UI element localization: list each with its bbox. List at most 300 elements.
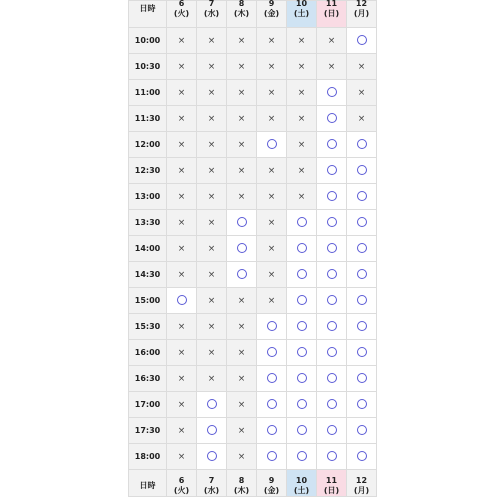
unavailable-slot bbox=[167, 236, 197, 262]
availability-calendar bbox=[128, 0, 376, 497]
available-circle-icon bbox=[267, 139, 277, 149]
available-slot[interactable] bbox=[347, 28, 377, 54]
unavailable-slot bbox=[197, 106, 227, 132]
available-circle-icon bbox=[297, 399, 307, 409]
day-label bbox=[257, 476, 286, 496]
available-circle-icon bbox=[297, 347, 307, 357]
unavailable-x-mark: × bbox=[237, 113, 246, 124]
unavailable-slot bbox=[167, 106, 197, 132]
unavailable-slot bbox=[197, 366, 227, 392]
footer-day-7 bbox=[197, 470, 227, 497]
unavailable-x-mark: × bbox=[267, 269, 276, 280]
day-number: 6 bbox=[178, 476, 185, 485]
unavailable-slot bbox=[197, 314, 227, 340]
day-label bbox=[167, 0, 196, 19]
available-slot[interactable] bbox=[347, 418, 377, 444]
available-slot[interactable] bbox=[257, 366, 287, 392]
footer-day-9 bbox=[257, 470, 287, 497]
unavailable-slot bbox=[287, 80, 317, 106]
day-weekday: (月) bbox=[353, 9, 370, 18]
time-label: 15:00 bbox=[129, 288, 167, 314]
time-label: 17:30 bbox=[129, 418, 167, 444]
available-circle-icon bbox=[357, 191, 367, 201]
available-slot[interactable] bbox=[347, 340, 377, 366]
unavailable-slot bbox=[287, 106, 317, 132]
available-circle-icon bbox=[297, 425, 307, 435]
unavailable-x-mark: × bbox=[177, 35, 186, 46]
time-slot-row bbox=[129, 262, 377, 288]
day-weekday: (日) bbox=[323, 486, 340, 495]
available-circle-icon bbox=[297, 217, 307, 227]
day-number: 10 bbox=[295, 0, 308, 8]
day-number: 6 bbox=[178, 0, 185, 8]
available-slot[interactable] bbox=[347, 262, 377, 288]
unavailable-slot bbox=[167, 392, 197, 418]
unavailable-slot bbox=[227, 366, 257, 392]
unavailable-slot bbox=[287, 28, 317, 54]
time-label: 16:00 bbox=[129, 340, 167, 366]
unavailable-slot bbox=[167, 132, 197, 158]
available-circle-icon bbox=[297, 451, 307, 461]
unavailable-x-mark: × bbox=[207, 321, 216, 332]
day-label bbox=[317, 476, 346, 496]
unavailable-slot bbox=[167, 418, 197, 444]
unavailable-slot bbox=[227, 54, 257, 80]
header-day-12 bbox=[347, 1, 377, 28]
unavailable-slot bbox=[257, 184, 287, 210]
header-day-6 bbox=[167, 1, 197, 28]
available-circle-icon bbox=[327, 269, 337, 279]
available-circle-icon bbox=[327, 139, 337, 149]
available-circle-icon bbox=[297, 269, 307, 279]
unavailable-slot bbox=[227, 184, 257, 210]
unavailable-slot bbox=[347, 80, 377, 106]
available-slot[interactable] bbox=[287, 236, 317, 262]
time-label: 13:30 bbox=[129, 210, 167, 236]
unavailable-slot bbox=[167, 262, 197, 288]
available-slot[interactable] bbox=[347, 288, 377, 314]
unavailable-slot bbox=[227, 418, 257, 444]
unavailable-slot bbox=[227, 340, 257, 366]
day-label bbox=[227, 476, 256, 496]
unavailable-slot bbox=[227, 80, 257, 106]
unavailable-x-mark: × bbox=[327, 61, 336, 72]
available-slot[interactable] bbox=[347, 184, 377, 210]
unavailable-slot bbox=[227, 392, 257, 418]
available-slot[interactable] bbox=[347, 366, 377, 392]
unavailable-slot bbox=[197, 184, 227, 210]
day-label bbox=[197, 476, 226, 496]
unavailable-x-mark: × bbox=[297, 165, 306, 176]
available-circle-icon bbox=[357, 165, 367, 175]
day-weekday: (火) bbox=[173, 486, 190, 495]
available-slot[interactable] bbox=[257, 392, 287, 418]
unavailable-x-mark: × bbox=[357, 113, 366, 124]
time-label: 12:00 bbox=[129, 132, 167, 158]
unavailable-slot bbox=[167, 158, 197, 184]
time-slot-row bbox=[129, 80, 377, 106]
available-circle-icon bbox=[297, 243, 307, 253]
unavailable-x-mark: × bbox=[237, 347, 246, 358]
unavailable-slot bbox=[257, 288, 287, 314]
available-slot[interactable] bbox=[347, 236, 377, 262]
available-circle-icon bbox=[267, 373, 277, 383]
available-slot[interactable] bbox=[317, 262, 347, 288]
available-slot[interactable] bbox=[197, 392, 227, 418]
available-circle-icon bbox=[357, 451, 367, 461]
time-label: 13:00 bbox=[129, 184, 167, 210]
time-label: 14:30 bbox=[129, 262, 167, 288]
unavailable-x-mark: × bbox=[177, 165, 186, 176]
available-slot[interactable] bbox=[227, 210, 257, 236]
unavailable-slot bbox=[227, 288, 257, 314]
available-slot[interactable] bbox=[317, 132, 347, 158]
unavailable-x-mark: × bbox=[207, 269, 216, 280]
time-slot-row bbox=[129, 314, 377, 340]
unavailable-slot bbox=[167, 80, 197, 106]
available-circle-icon bbox=[357, 321, 367, 331]
time-slot-row bbox=[129, 418, 377, 444]
available-slot[interactable] bbox=[317, 340, 347, 366]
unavailable-x-mark: × bbox=[297, 191, 306, 202]
available-circle-icon bbox=[327, 113, 337, 123]
available-slot[interactable] bbox=[317, 444, 347, 470]
day-label bbox=[197, 0, 226, 19]
available-slot[interactable] bbox=[287, 314, 317, 340]
unavailable-slot bbox=[287, 184, 317, 210]
time-slot-row bbox=[129, 28, 377, 54]
unavailable-x-mark: × bbox=[237, 61, 246, 72]
unavailable-slot bbox=[167, 28, 197, 54]
available-slot[interactable] bbox=[287, 366, 317, 392]
available-circle-icon bbox=[327, 217, 337, 227]
available-circle-icon bbox=[237, 269, 247, 279]
available-circle-icon bbox=[357, 217, 367, 227]
available-circle-icon bbox=[177, 295, 187, 305]
time-slot-row bbox=[129, 392, 377, 418]
unavailable-slot bbox=[167, 340, 197, 366]
time-slot-row bbox=[129, 54, 377, 80]
unavailable-x-mark: × bbox=[297, 87, 306, 98]
unavailable-slot bbox=[257, 28, 287, 54]
unavailable-slot bbox=[197, 132, 227, 158]
unavailable-x-mark: × bbox=[177, 191, 186, 202]
time-slot-row bbox=[129, 444, 377, 470]
unavailable-x-mark: × bbox=[267, 35, 276, 46]
day-label bbox=[347, 0, 376, 19]
day-weekday: (木) bbox=[233, 9, 250, 18]
unavailable-slot bbox=[287, 158, 317, 184]
unavailable-x-mark: × bbox=[297, 139, 306, 150]
available-circle-icon bbox=[357, 399, 367, 409]
day-label bbox=[167, 476, 196, 496]
available-circle-icon bbox=[357, 373, 367, 383]
unavailable-x-mark: × bbox=[237, 451, 246, 462]
day-number: 9 bbox=[268, 476, 275, 485]
time-label: 16:30 bbox=[129, 366, 167, 392]
unavailable-x-mark: × bbox=[177, 139, 186, 150]
header-day-11 bbox=[317, 1, 347, 28]
unavailable-x-mark: × bbox=[207, 35, 216, 46]
time-slot-row bbox=[129, 210, 377, 236]
available-slot[interactable] bbox=[167, 288, 197, 314]
unavailable-x-mark: × bbox=[207, 191, 216, 202]
day-label bbox=[347, 476, 376, 496]
header-day-7 bbox=[197, 1, 227, 28]
unavailable-x-mark: × bbox=[177, 217, 186, 228]
available-circle-icon bbox=[327, 373, 337, 383]
available-circle-icon bbox=[327, 165, 337, 175]
available-slot[interactable] bbox=[317, 366, 347, 392]
header-row bbox=[129, 1, 377, 28]
available-slot[interactable] bbox=[257, 340, 287, 366]
unavailable-x-mark: × bbox=[237, 373, 246, 384]
unavailable-x-mark: × bbox=[357, 61, 366, 72]
day-number: 10 bbox=[295, 476, 308, 485]
unavailable-x-mark: × bbox=[207, 243, 216, 254]
day-number: 11 bbox=[325, 0, 338, 8]
time-label: 15:30 bbox=[129, 314, 167, 340]
unavailable-x-mark: × bbox=[237, 165, 246, 176]
unavailable-slot bbox=[257, 210, 287, 236]
unavailable-x-mark: × bbox=[207, 347, 216, 358]
time-label: 11:30 bbox=[129, 106, 167, 132]
footer-day-11 bbox=[317, 470, 347, 497]
unavailable-x-mark: × bbox=[297, 113, 306, 124]
datetime-label-text: 日時 bbox=[139, 481, 156, 490]
available-slot[interactable] bbox=[197, 444, 227, 470]
unavailable-slot bbox=[167, 184, 197, 210]
available-circle-icon bbox=[357, 425, 367, 435]
day-number: 12 bbox=[355, 0, 368, 8]
day-number: 11 bbox=[325, 476, 338, 485]
unavailable-x-mark: × bbox=[177, 399, 186, 410]
unavailable-x-mark: × bbox=[177, 347, 186, 358]
time-label: 11:00 bbox=[129, 80, 167, 106]
unavailable-slot bbox=[197, 340, 227, 366]
unavailable-x-mark: × bbox=[237, 191, 246, 202]
time-label: 18:00 bbox=[129, 444, 167, 470]
available-slot[interactable] bbox=[347, 392, 377, 418]
available-slot[interactable] bbox=[317, 392, 347, 418]
day-weekday: (土) bbox=[293, 486, 310, 495]
unavailable-x-mark: × bbox=[267, 113, 276, 124]
unavailable-x-mark: × bbox=[207, 295, 216, 306]
unavailable-slot bbox=[167, 54, 197, 80]
time-label: 17:00 bbox=[129, 392, 167, 418]
unavailable-slot bbox=[197, 80, 227, 106]
unavailable-x-mark: × bbox=[237, 87, 246, 98]
available-slot[interactable] bbox=[347, 210, 377, 236]
available-slot[interactable] bbox=[317, 418, 347, 444]
available-circle-icon bbox=[267, 451, 277, 461]
unavailable-slot bbox=[197, 288, 227, 314]
available-slot[interactable] bbox=[287, 418, 317, 444]
day-number: 7 bbox=[208, 476, 215, 485]
available-circle-icon bbox=[357, 347, 367, 357]
unavailable-x-mark: × bbox=[297, 61, 306, 72]
unavailable-x-mark: × bbox=[177, 243, 186, 254]
footer-day-6 bbox=[167, 470, 197, 497]
day-weekday: (金) bbox=[263, 9, 280, 18]
time-slot-row bbox=[129, 106, 377, 132]
available-slot[interactable] bbox=[317, 236, 347, 262]
available-slot[interactable] bbox=[287, 340, 317, 366]
day-number: 9 bbox=[268, 0, 275, 8]
day-weekday: (火) bbox=[173, 9, 190, 18]
day-weekday: (月) bbox=[353, 486, 370, 495]
day-number: 7 bbox=[208, 0, 215, 8]
day-weekday: (水) bbox=[203, 486, 220, 495]
available-circle-icon bbox=[267, 425, 277, 435]
unavailable-x-mark: × bbox=[267, 87, 276, 98]
unavailable-slot bbox=[197, 28, 227, 54]
unavailable-slot bbox=[197, 262, 227, 288]
available-slot[interactable] bbox=[317, 210, 347, 236]
available-slot[interactable] bbox=[317, 288, 347, 314]
available-circle-icon bbox=[327, 191, 337, 201]
available-circle-icon bbox=[297, 295, 307, 305]
available-circle-icon bbox=[357, 295, 367, 305]
available-slot[interactable] bbox=[317, 314, 347, 340]
time-slot-row bbox=[129, 340, 377, 366]
available-slot[interactable] bbox=[317, 158, 347, 184]
available-slot[interactable] bbox=[227, 262, 257, 288]
unavailable-x-mark: × bbox=[177, 373, 186, 384]
unavailable-slot bbox=[167, 314, 197, 340]
available-slot[interactable] bbox=[347, 158, 377, 184]
available-slot[interactable] bbox=[347, 314, 377, 340]
time-slot-row bbox=[129, 184, 377, 210]
unavailable-x-mark: × bbox=[207, 61, 216, 72]
available-circle-icon bbox=[297, 321, 307, 331]
unavailable-x-mark: × bbox=[177, 321, 186, 332]
unavailable-x-mark: × bbox=[177, 269, 186, 280]
unavailable-slot bbox=[347, 54, 377, 80]
unavailable-x-mark: × bbox=[177, 87, 186, 98]
unavailable-x-mark: × bbox=[237, 399, 246, 410]
available-slot[interactable] bbox=[347, 444, 377, 470]
unavailable-slot bbox=[257, 106, 287, 132]
available-circle-icon bbox=[327, 399, 337, 409]
available-circle-icon bbox=[267, 399, 277, 409]
header-day-10 bbox=[287, 1, 317, 28]
available-slot[interactable] bbox=[317, 184, 347, 210]
time-label: 10:30 bbox=[129, 54, 167, 80]
available-slot[interactable] bbox=[287, 262, 317, 288]
available-circle-icon bbox=[207, 451, 217, 461]
available-circle-icon bbox=[327, 451, 337, 461]
header-datetime-label bbox=[129, 1, 167, 28]
unavailable-x-mark: × bbox=[267, 217, 276, 228]
unavailable-x-mark: × bbox=[207, 217, 216, 228]
available-circle-icon bbox=[237, 217, 247, 227]
footer-header-row bbox=[129, 470, 377, 497]
available-slot[interactable] bbox=[227, 236, 257, 262]
unavailable-x-mark: × bbox=[297, 35, 306, 46]
available-circle-icon bbox=[267, 347, 277, 357]
unavailable-slot bbox=[197, 158, 227, 184]
available-slot[interactable] bbox=[317, 80, 347, 106]
day-number: 8 bbox=[238, 0, 245, 8]
day-label bbox=[317, 0, 346, 19]
unavailable-slot bbox=[257, 262, 287, 288]
available-circle-icon bbox=[327, 321, 337, 331]
available-circle-icon bbox=[237, 243, 247, 253]
unavailable-x-mark: × bbox=[267, 61, 276, 72]
unavailable-slot bbox=[227, 444, 257, 470]
unavailable-slot bbox=[287, 132, 317, 158]
unavailable-x-mark: × bbox=[327, 35, 336, 46]
available-slot[interactable] bbox=[287, 210, 317, 236]
unavailable-x-mark: × bbox=[267, 295, 276, 306]
unavailable-slot bbox=[197, 236, 227, 262]
unavailable-slot bbox=[227, 158, 257, 184]
time-label: 12:30 bbox=[129, 158, 167, 184]
header-day-9 bbox=[257, 1, 287, 28]
unavailable-x-mark: × bbox=[177, 425, 186, 436]
footer-day-10 bbox=[287, 470, 317, 497]
day-weekday: (土) bbox=[293, 9, 310, 18]
unavailable-slot bbox=[257, 54, 287, 80]
day-weekday: (金) bbox=[263, 486, 280, 495]
available-slot[interactable] bbox=[287, 288, 317, 314]
footer-day-12 bbox=[347, 470, 377, 497]
unavailable-slot bbox=[317, 28, 347, 54]
datetime-label-text: 日時 bbox=[139, 4, 156, 13]
unavailable-slot bbox=[197, 210, 227, 236]
available-slot[interactable] bbox=[317, 106, 347, 132]
available-slot[interactable] bbox=[287, 444, 317, 470]
available-circle-icon bbox=[357, 243, 367, 253]
unavailable-slot bbox=[257, 158, 287, 184]
unavailable-slot bbox=[167, 366, 197, 392]
unavailable-x-mark: × bbox=[237, 139, 246, 150]
footer-datetime-label bbox=[129, 470, 167, 497]
time-label: 10:00 bbox=[129, 28, 167, 54]
available-slot[interactable] bbox=[347, 132, 377, 158]
available-slot[interactable] bbox=[197, 418, 227, 444]
unavailable-slot bbox=[257, 80, 287, 106]
unavailable-x-mark: × bbox=[207, 373, 216, 384]
unavailable-x-mark: × bbox=[177, 61, 186, 72]
unavailable-slot bbox=[347, 106, 377, 132]
available-slot[interactable] bbox=[257, 444, 287, 470]
day-label bbox=[287, 0, 316, 19]
available-slot[interactable] bbox=[257, 314, 287, 340]
header-day-8 bbox=[227, 1, 257, 28]
day-number: 8 bbox=[238, 476, 245, 485]
unavailable-x-mark: × bbox=[357, 87, 366, 98]
availability-table bbox=[128, 0, 377, 497]
available-circle-icon bbox=[327, 243, 337, 253]
available-slot[interactable] bbox=[257, 418, 287, 444]
available-circle-icon bbox=[327, 87, 337, 97]
available-circle-icon bbox=[327, 295, 337, 305]
unavailable-x-mark: × bbox=[267, 243, 276, 254]
time-slot-row bbox=[129, 236, 377, 262]
available-circle-icon bbox=[357, 269, 367, 279]
available-circle-icon bbox=[327, 425, 337, 435]
unavailable-slot bbox=[227, 28, 257, 54]
unavailable-slot bbox=[197, 54, 227, 80]
available-slot[interactable] bbox=[287, 392, 317, 418]
time-slot-row bbox=[129, 158, 377, 184]
available-circle-icon bbox=[207, 425, 217, 435]
available-slot[interactable] bbox=[257, 132, 287, 158]
available-circle-icon bbox=[267, 321, 277, 331]
unavailable-slot bbox=[167, 210, 197, 236]
